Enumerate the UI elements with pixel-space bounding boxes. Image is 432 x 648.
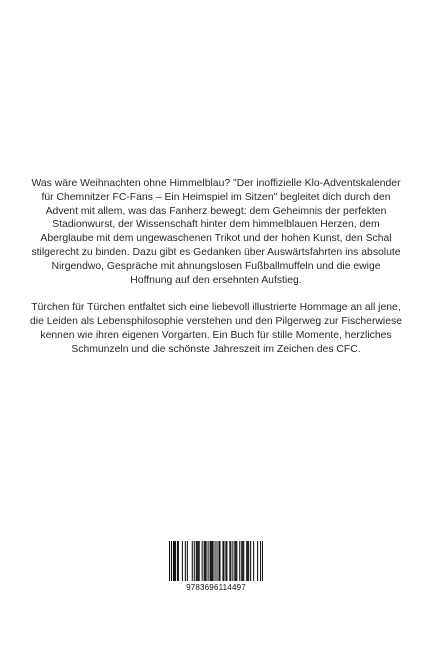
barcode-bar bbox=[197, 541, 198, 581]
barcode-bar bbox=[243, 541, 244, 581]
barcode-bar bbox=[178, 541, 179, 581]
barcode-bar bbox=[198, 541, 199, 581]
blurb-paragraph-2: Türchen für Türchen entfaltet sich eine liebevoll illustrierte Hommage an all jene, die Leiden als Lebensphilosophie verstehen und den Pilgerweg zur Fischerwiese kennen wie ihren eigenen Vorgarten. Ein Buch für stille Momente, herzliches Schmunzeln und die schönste Jahreszeit im Zeichen des CFC. bbox=[30, 302, 402, 355]
barcode-bar bbox=[208, 541, 209, 581]
barcode-bar bbox=[182, 541, 183, 581]
barcode-bar bbox=[241, 541, 242, 581]
barcode-bar bbox=[234, 541, 235, 581]
barcode-bar bbox=[236, 541, 237, 581]
barcode-bar bbox=[205, 541, 206, 581]
back-cover-blurb bbox=[30, 177, 402, 357]
barcode-bar bbox=[213, 541, 214, 581]
barcode-bar bbox=[239, 541, 240, 581]
barcode-bar bbox=[192, 541, 193, 581]
barcode-bar bbox=[253, 541, 254, 581]
barcode-bar bbox=[226, 541, 227, 581]
barcode-bar bbox=[242, 541, 243, 581]
barcode-icon bbox=[169, 541, 263, 581]
barcode-bar bbox=[250, 541, 251, 581]
barcode-bar bbox=[262, 541, 263, 581]
barcode-bar bbox=[232, 541, 233, 581]
barcode-bar bbox=[219, 541, 220, 581]
barcode-bar bbox=[173, 541, 174, 581]
barcode-bar bbox=[171, 541, 172, 581]
barcode-bar bbox=[222, 541, 223, 581]
barcode-bar bbox=[260, 541, 261, 581]
barcode-bar bbox=[218, 541, 219, 581]
barcode-bar bbox=[194, 541, 195, 581]
barcode-bar bbox=[211, 541, 212, 581]
barcode-bar bbox=[247, 541, 248, 581]
barcode-bar bbox=[206, 541, 207, 581]
isbn-barcode bbox=[164, 537, 268, 597]
barcode-bar bbox=[177, 541, 178, 581]
barcode-bar bbox=[196, 541, 197, 581]
isbn-number: 9783696114497 bbox=[186, 583, 246, 592]
barcode-bar bbox=[174, 541, 175, 581]
barcode-bar bbox=[229, 541, 230, 581]
barcode-bar bbox=[169, 541, 170, 581]
barcode-bar bbox=[223, 541, 224, 581]
barcode-bar bbox=[230, 541, 231, 581]
barcode-bar bbox=[246, 541, 247, 581]
blurb-paragraph-1: Was wäre Weihnachten ohne Himmelblau? "Der inoffizielle Klo-Adventskalender für Chemnitzer FC-Fans – Ein Heimspiel im Sitzen" begleitet dich durch den Advent mit allem, was das Fanherz bewegt: dem Geheimnis der perfekten Stadionwurst, der Wissenschaft hinter dem himmelblauen Herzen, dem Aberglaube mit dem ungewaschenen Trikot und der hohen Kunst, den Schal stilgerecht zu binden. Dazu gibt es Gedanken über Auswärtsfahrten ins absolute Nirgendwo, Gespräche mit ahnungslosen Fußballmuffeln und die ewige Hoffnung auf den ersehnten Aufstieg. bbox=[31, 178, 401, 286]
barcode-bar bbox=[215, 541, 216, 581]
barcode-bar bbox=[175, 541, 176, 581]
barcode-bar bbox=[185, 541, 186, 581]
barcode-bar bbox=[202, 541, 203, 581]
barcode-bar bbox=[210, 541, 211, 581]
barcode-bar bbox=[225, 541, 226, 581]
barcode-bar bbox=[204, 541, 205, 581]
barcode-bar bbox=[216, 541, 217, 581]
barcode-bar bbox=[199, 541, 200, 581]
barcode-bar bbox=[235, 541, 236, 581]
barcode-bar bbox=[212, 541, 213, 581]
barcode-bar bbox=[187, 541, 188, 581]
barcode-bar bbox=[257, 541, 258, 581]
barcode-bar bbox=[248, 541, 249, 581]
